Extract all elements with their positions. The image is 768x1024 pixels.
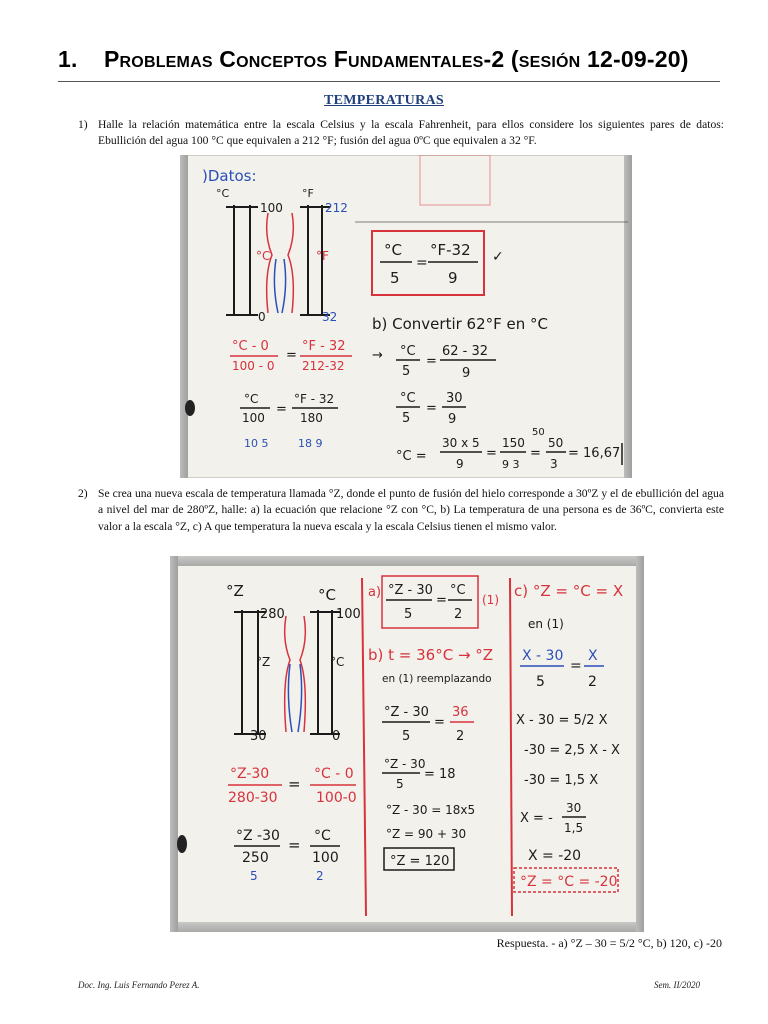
arrow: → <box>372 348 383 363</box>
problem-2-number: 2) <box>78 487 88 500</box>
box-equals: = <box>416 255 428 271</box>
c1-bottom-left: 5 <box>536 674 545 690</box>
c2: X - 30 = 5/2 X <box>516 713 608 728</box>
b1-top-left: °C <box>400 344 416 359</box>
eq2-left-small: 10 5 <box>244 437 269 450</box>
eq2-equals: = <box>276 402 287 417</box>
c1-top-left: X - 30 <box>522 648 564 664</box>
c-mid-value: °C <box>256 249 271 263</box>
whiteboard-photo-2 <box>170 556 644 932</box>
b1-bottom-right: 9 <box>462 366 471 381</box>
heading-number: 1. <box>58 46 78 72</box>
eq2-right-bottom: 180 <box>300 411 323 425</box>
b3: °Z - 30 = 18x5 <box>386 803 476 817</box>
b3-prefix: °C = <box>396 449 427 464</box>
f-brace-blue <box>282 259 286 313</box>
eq1-right-top: °F - 32 <box>302 339 346 354</box>
b1-top-left: °Z - 30 <box>384 705 429 720</box>
eq2-left-top: °Z -30 <box>236 828 280 844</box>
c1-bottom-right: 2 <box>588 674 597 690</box>
footer-author: Doc. Ing. Luis Fernando Perez A. <box>78 980 200 990</box>
a-label: a) <box>368 585 382 600</box>
b1-top-right: 62 - 32 <box>442 344 489 359</box>
whiteboard-photo-1 <box>180 155 632 478</box>
a-equals: = <box>436 593 447 608</box>
b2-top-left: °C <box>400 391 416 406</box>
c-brace-blue <box>274 259 278 313</box>
problem-2-text: Se crea una nueva escala de temperatura llamada °Z, donde el punto de fusión del hielo corresponde a 30ºZ y el de ebullición del agua a nivel del mar de 280ºZ, halle: a) la ecuación que relacione °Z con °C, b) La temperatura de una persona es de 36ºC, convierta este valor a la escala °Z, c) A que temperatura la nueva escala y la escala Celsius tienen el mismo valor. <box>98 487 724 533</box>
c-unit: °C <box>216 187 230 200</box>
heading-session-open: ( <box>510 46 519 72</box>
b1-bottom-left: 5 <box>402 729 411 744</box>
board-magnet <box>185 400 195 416</box>
eq2-left-top: °C <box>244 392 259 406</box>
c3: -30 = 2,5 X - X <box>524 743 620 758</box>
b3-note: 50 <box>532 427 545 438</box>
c-mid-value: °C <box>330 655 345 669</box>
box-bottom-left: 5 <box>390 269 400 287</box>
c-top-value: 100 <box>260 201 283 215</box>
eq2-right-small: 18 9 <box>298 437 323 450</box>
a-ref: (1) <box>482 593 499 607</box>
b1-bottom-left: 5 <box>402 364 411 379</box>
b1-equals: = <box>434 715 445 730</box>
b3-result: = 16,67 <box>568 446 621 461</box>
c7: °Z = °C = -20 <box>520 874 618 890</box>
b2-top: °Z - 30 <box>384 757 426 771</box>
b3-f3-bottom: 3 <box>550 457 558 471</box>
eq1-left-bottom: 280-30 <box>228 790 278 806</box>
problem-1-number: 1) <box>78 118 88 131</box>
f-bottom-value: 32 <box>322 310 338 324</box>
erased-box <box>420 155 490 205</box>
c-line: c) °Z = °C = X <box>514 582 624 600</box>
b1-equals: = <box>426 354 437 369</box>
check-mark: ✓ <box>492 249 504 265</box>
c-sub: en (1) <box>528 617 564 631</box>
f-brace-red <box>288 213 293 313</box>
c1-top-right: X <box>588 648 598 664</box>
divider-2 <box>510 578 512 916</box>
b3-equals-1: = <box>486 446 497 461</box>
heading-title: Problemas Conceptos Fundamentales-2 <box>104 46 505 72</box>
eq2-left-bottom: 100 <box>242 411 265 425</box>
box-bottom-right: 9 <box>448 269 458 287</box>
b3-equals-2: = <box>530 446 541 461</box>
eq1-equals: = <box>288 775 301 793</box>
eq2-left-small: 5 <box>250 869 258 883</box>
problem-1-text: Halle la relación matemática entre la escala Celsius y la escala Fahrenheit, para ellos considere los siguientes pares de datos: Ebullición del agua 100 °C que equivalen a 212 °F; fusión del agua 0ºC que equivalen a 32 °F. <box>98 118 724 148</box>
box-top-right: °F-32 <box>430 241 471 259</box>
part-b-title: b) Convertir 62°F en °C <box>372 315 549 333</box>
problem-1 <box>78 117 724 150</box>
f-top-value: 212 <box>325 201 348 215</box>
eq2-right-small: 2 <box>316 869 324 883</box>
page-heading <box>58 46 728 73</box>
z-bottom-value: 30 <box>250 729 267 744</box>
answer-line: Respuesta. - a) °Z – 30 = 5/2 °C, b) 120, c) -20 <box>496 936 722 950</box>
datos-label: )Datos: <box>202 167 257 185</box>
b1-bottom-right: 2 <box>456 729 465 744</box>
z-unit: °Z <box>226 582 244 600</box>
c-top-value: 100 <box>336 607 361 622</box>
eq1-right-bottom: 100-0 <box>316 790 357 806</box>
b2-bottom: 5 <box>396 777 404 791</box>
problem-2 <box>78 486 724 535</box>
c5-bottom: 1,5 <box>564 821 584 835</box>
b1-top-right: 36 <box>452 705 469 720</box>
b3-f1-top: 30 x 5 <box>442 436 480 450</box>
eq1-right-top: °C - 0 <box>314 766 354 782</box>
eq1-left-top: °C - 0 <box>232 339 269 354</box>
a-bottom-right: 2 <box>454 607 463 622</box>
divider-1 <box>362 578 366 916</box>
z-brace-blue <box>288 664 292 732</box>
z-mid-value: °Z <box>256 655 271 669</box>
c5-top: 30 <box>566 801 582 815</box>
c-brace-blue <box>298 664 302 732</box>
b3-f3-top: 50 <box>548 436 564 450</box>
eq1-equals: = <box>286 348 297 363</box>
b2-top-right: 30 <box>446 391 463 406</box>
eq1-left-top: °Z-30 <box>230 766 270 782</box>
eq2-right-bottom: 100 <box>312 850 339 866</box>
heading-session-date: 12-09-20) <box>587 46 689 72</box>
f-mid-value: °F <box>316 249 329 263</box>
b5: °Z = 120 <box>390 854 450 869</box>
b3-f1-bottom: 9 <box>456 457 464 471</box>
eq2-right-top: °F - 32 <box>294 392 335 406</box>
c-bottom-value: 0 <box>332 729 341 744</box>
b4: °Z = 90 + 30 <box>386 827 467 841</box>
b3-f2-top: 150 <box>502 436 525 450</box>
c6: X = -20 <box>528 848 582 864</box>
b2-bottom-left: 5 <box>402 411 411 426</box>
board-1-drawing <box>180 155 632 478</box>
z-top-value: 280 <box>260 607 285 622</box>
c-brace-red <box>267 213 272 313</box>
a-bottom-left: 5 <box>404 607 413 622</box>
eq2-right-top: °C <box>314 828 331 844</box>
f-unit: °F <box>302 187 314 200</box>
c1-equals: = <box>570 658 582 674</box>
a-top-right: °C <box>450 583 466 598</box>
heading-session-word: sesión <box>518 46 581 72</box>
b-line: b) t = 36°C → °Z <box>368 646 494 664</box>
b2-right: = 18 <box>424 767 456 782</box>
b3-f2-bottom: 9 3 <box>502 458 520 471</box>
b2-bottom-right: 9 <box>448 412 457 427</box>
heading-rule <box>58 81 720 82</box>
box-top-left: °C <box>384 241 402 259</box>
c-bottom-value: 0 <box>258 310 266 324</box>
eq2-left-bottom: 250 <box>242 850 269 866</box>
eq1-right-bottom: 212-32 <box>302 359 345 373</box>
c-unit: °C <box>318 586 336 604</box>
eq2-equals: = <box>288 836 301 854</box>
board-magnet <box>177 835 187 853</box>
eq1-left-bottom: 100 - 0 <box>232 359 275 373</box>
section-title: TEMPERATURAS <box>323 93 445 108</box>
c4: -30 = 1,5 X <box>524 773 599 788</box>
b2-equals: = <box>426 401 437 416</box>
c5-prefix: X = - <box>520 811 553 826</box>
b-sub: en (1) reemplazando <box>382 673 492 685</box>
a-top-left: °Z - 30 <box>388 583 433 598</box>
footer-semester: Sem. II/2020 <box>654 980 700 990</box>
board-2-drawing <box>170 556 644 932</box>
